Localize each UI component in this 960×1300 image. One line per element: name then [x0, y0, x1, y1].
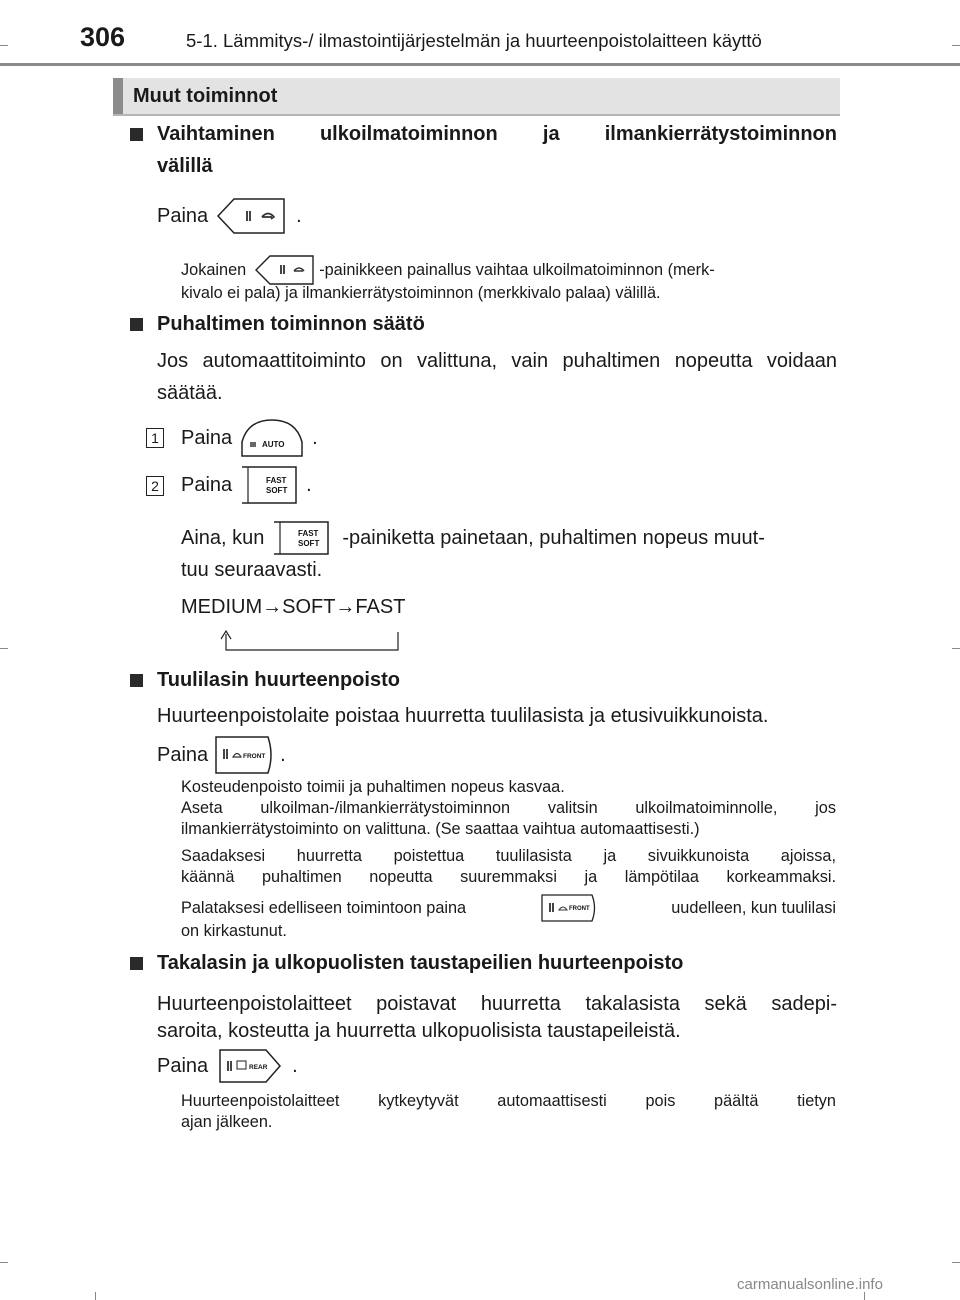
note-text: uudelleen, kun tuulilasi: [671, 898, 836, 917]
s2-cycle-line2: tuu seuraavasti.: [181, 559, 323, 581]
s2-body-line2: säätää.: [157, 382, 223, 404]
s2-cycle-line1: [181, 520, 837, 556]
front-defrost-button-icon: [540, 893, 598, 923]
fast-label: FAST: [266, 476, 287, 485]
section-accent: [113, 78, 123, 114]
front-label: FRONT: [568, 906, 590, 912]
fan-speed-button-icon: [272, 520, 330, 556]
s4-body-line1: Huurteenpoistolaitteet poistavat huurretta takalasista sekä sadepi-: [157, 993, 837, 1015]
crop-mark: [0, 648, 8, 649]
s4-body-line2: saroita, kosteutta ja huurretta ulkopuolisista taustapeileistä.: [157, 1020, 681, 1042]
section-title-bar: [113, 78, 840, 116]
header-rule: [0, 63, 960, 66]
period: .: [280, 744, 286, 766]
step-number-1: 1: [146, 428, 164, 448]
s4-press-line: [157, 1048, 837, 1084]
note-text: -painikkeen painallus vaihtaa ulkoilmatoiminnon (merk-: [319, 260, 715, 279]
note-text: Jokainen: [181, 260, 247, 279]
s3-note-final: on kirkastunut.: [181, 922, 287, 940]
fan-speed-button-icon: [240, 465, 298, 505]
s3-note-last-line: [181, 893, 836, 923]
cycle-text: Aina, kun: [181, 526, 265, 549]
s1-note-line1: [181, 254, 836, 286]
rear-label: REAR: [249, 1064, 268, 1071]
front-label: FRONT: [243, 753, 266, 760]
cycle-text: -painiketta painetaan, puhaltimen nopeus muut-: [342, 526, 765, 549]
s4-note-line2: ajan jälkeen.: [181, 1113, 273, 1131]
crop-mark: [95, 1292, 96, 1300]
section-title: Muut toiminnot: [133, 85, 278, 107]
bullet-square: [130, 957, 143, 970]
s3-note-line: käännä puhaltimen nopeutta suuremmaksi ja lämpötilaa korkeammaksi.: [181, 868, 836, 886]
s2-body-line1: Jos automaattitoiminto on valittuna, vain puhaltimen nopeutta voidaan: [157, 350, 837, 372]
crop-mark: [0, 45, 8, 46]
rear-defrost-button-icon: [218, 1048, 282, 1084]
note-text: Palataksesi edelliseen toimintoon paina: [181, 898, 467, 917]
speed-sequence: MEDIUM→SOFT→FAST: [181, 596, 406, 618]
s4-note-line1: Huurteenpoistolaitteet kytkeytyvät automaattisesti pois päältä tietyn: [181, 1092, 836, 1110]
step-number-2: 2: [146, 476, 164, 496]
page-header-title: 5-1. Lämmitys-/ ilmastointijärjestelmän ja huurteenpoistolaitteen käyttö: [186, 30, 762, 51]
s1-heading-line2: välillä: [157, 155, 213, 177]
s4-heading: Takalasin ja ulkopuolisten taustapeilien huurteenpoisto: [157, 952, 684, 974]
period: .: [292, 1055, 298, 1077]
s2-heading: Puhaltimen toiminnon säätö: [157, 313, 425, 335]
bullet-square: [130, 128, 143, 141]
auto-label: AUTO: [262, 440, 285, 449]
press-label: Paina: [157, 744, 209, 766]
soft-label: SOFT: [266, 486, 288, 495]
bullet-square: [130, 674, 143, 687]
s3-note-line: ilmankierrätystoiminto on valittuna. (Se saattaa vaihtua automaattisesti.): [181, 820, 700, 838]
page-number: 306: [80, 22, 126, 52]
recirculation-button-icon: [254, 254, 316, 286]
s3-heading: Tuulilasin huurteenpoisto: [157, 669, 400, 691]
s3-body: Huurteenpoistolaite poistaa huurretta tuulilasista ja etusivuikkunoista.: [157, 705, 769, 727]
s1-press-line: [157, 197, 837, 235]
crop-mark: [864, 1292, 865, 1300]
watermark: carmanualsonline.info: [737, 1276, 883, 1293]
press-label: Paina: [181, 473, 233, 496]
recirculation-button-icon: [216, 197, 288, 235]
s3-note-line: Aseta ulkoilman-/ilmankierrätystoiminnon valitsin ulkoilmatoiminnolle, jos: [181, 799, 836, 817]
soft-label: SOFT: [298, 539, 320, 548]
period: .: [312, 426, 318, 449]
crop-mark: [0, 1262, 8, 1263]
s3-note-line: Kosteudenpoisto toimii ja puhaltimen nopeus kasvaa.: [181, 778, 565, 796]
press-label: Paina: [157, 205, 209, 227]
fast-label: FAST: [298, 529, 319, 538]
s2-step1-line: [181, 418, 318, 458]
front-defrost-button-icon: [214, 735, 274, 775]
press-label: Paina: [181, 426, 233, 449]
crop-mark: [952, 1262, 960, 1263]
crop-mark: [952, 648, 960, 649]
period: .: [306, 473, 312, 496]
press-label: Paina: [157, 1055, 209, 1077]
sequence-return-arrow: [218, 628, 403, 659]
bullet-square: [130, 318, 143, 331]
s1-note-line2: kivalo ei pala) ja ilmankierrätystoiminnon (merkkivalo palaa) välillä.: [181, 284, 661, 302]
crop-mark: [952, 45, 960, 46]
auto-button-icon: [240, 418, 304, 458]
period: .: [296, 205, 302, 227]
s3-press-line: [157, 735, 837, 775]
s3-note-line: Saadaksesi huurretta poistettua tuulilasista ja sivuikkunoista ajoissa,: [181, 847, 836, 865]
s2-step2-line: [181, 465, 312, 505]
s1-heading-line1: Vaihtaminen ulkoilmatoiminnon ja ilmankierrätystoiminnon: [157, 123, 837, 145]
